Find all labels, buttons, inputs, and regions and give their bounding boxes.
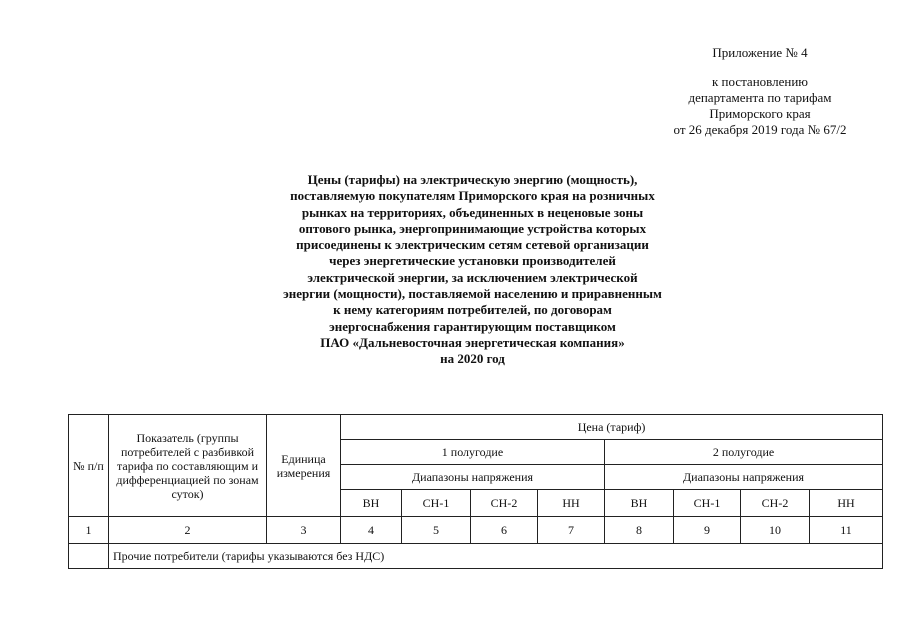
title-line: на 2020 год [440, 351, 505, 367]
other-consumers-section: Прочие потребители (тарифы указываются без НДС) [109, 544, 883, 569]
empty-cell [69, 544, 109, 569]
resolution-line: от 26 декабря 2019 года № 67/2 [673, 122, 847, 137]
title-line: электрической энергии, за исключением электрической [307, 269, 638, 285]
title-line: через энергетические установки производителей [329, 253, 616, 269]
header-cell-voltage-nn: НН [538, 490, 605, 517]
title-line: поставляемую покупателям Приморского края на розничных [290, 188, 655, 204]
column-number-cell: 3 [267, 517, 341, 544]
column-number-cell: 10 [741, 517, 810, 544]
column-number-cell: 9 [674, 517, 741, 544]
column-number-cell: 6 [471, 517, 538, 544]
header-cell-voltage-nn: НН [810, 490, 883, 517]
title-line: энергии (мощности), поставляемой населению и приравненным [283, 286, 662, 302]
document-title [200, 172, 745, 368]
header-cell-voltage-range-2: Диапазоны напряжения [605, 465, 883, 490]
title-line: оптового рынка, энергопринимающие устройства которых [298, 220, 647, 236]
column-number-cell: 1 [69, 517, 109, 544]
title-line: энергоснабжения гарантирующим поставщиком [329, 318, 616, 334]
column-number-cell: 7 [538, 517, 605, 544]
column-number-cell: 8 [605, 517, 674, 544]
header-cell-half2: 2 полугодие [605, 440, 883, 465]
header-cell-indicator: Показатель (группы потребителей с разбивкой тарифа по составляющим и дифференциацией по зонам суток) [109, 415, 267, 517]
title-line: Цены (тарифы) на электрическую энергию (мощность), [307, 172, 638, 187]
table-row [69, 517, 883, 544]
column-number-cell: 2 [109, 517, 267, 544]
title-line: рынках на территориях, объединенных в неценовые зоны [301, 204, 644, 220]
header-cell-voltage-sn1: СН-1 [402, 490, 471, 517]
header-cell-price: Цена (тариф) [341, 415, 883, 440]
header-cell-voltage-vn: ВН [341, 490, 402, 517]
header-cell-voltage-range-1: Диапазоны напряжения [341, 465, 605, 490]
resolution-line: к постановлению [711, 74, 809, 89]
header-cell-half1: 1 полугодие [341, 440, 605, 465]
title-line: к нему категориям потребителей, по договорам [333, 302, 612, 318]
title-line: присоединены к электрическим сетям сетевой организации [296, 237, 649, 253]
column-number-cell: 5 [402, 517, 471, 544]
header-cell-voltage-sn2: СН-2 [741, 490, 810, 517]
title-line: ПАО «Дальневосточная энергетическая компания» [320, 334, 625, 350]
column-number-cell: 11 [810, 517, 883, 544]
header-cell-voltage-sn1: СН-1 [674, 490, 741, 517]
header-cell-number: № п/п [69, 415, 109, 517]
annex-number: Приложение № 4 [712, 45, 808, 60]
resolution-line: Приморского края [709, 106, 811, 121]
column-number-cell: 4 [341, 517, 402, 544]
resolution-reference [640, 74, 880, 138]
tariff-table [68, 414, 883, 569]
header-cell-voltage-vn: ВН [605, 490, 674, 517]
table-row [69, 544, 883, 569]
header-cell-unit: Единица измерения [267, 415, 341, 517]
resolution-line: департамента по тарифам [688, 90, 832, 105]
header-cell-voltage-sn2: СН-2 [471, 490, 538, 517]
